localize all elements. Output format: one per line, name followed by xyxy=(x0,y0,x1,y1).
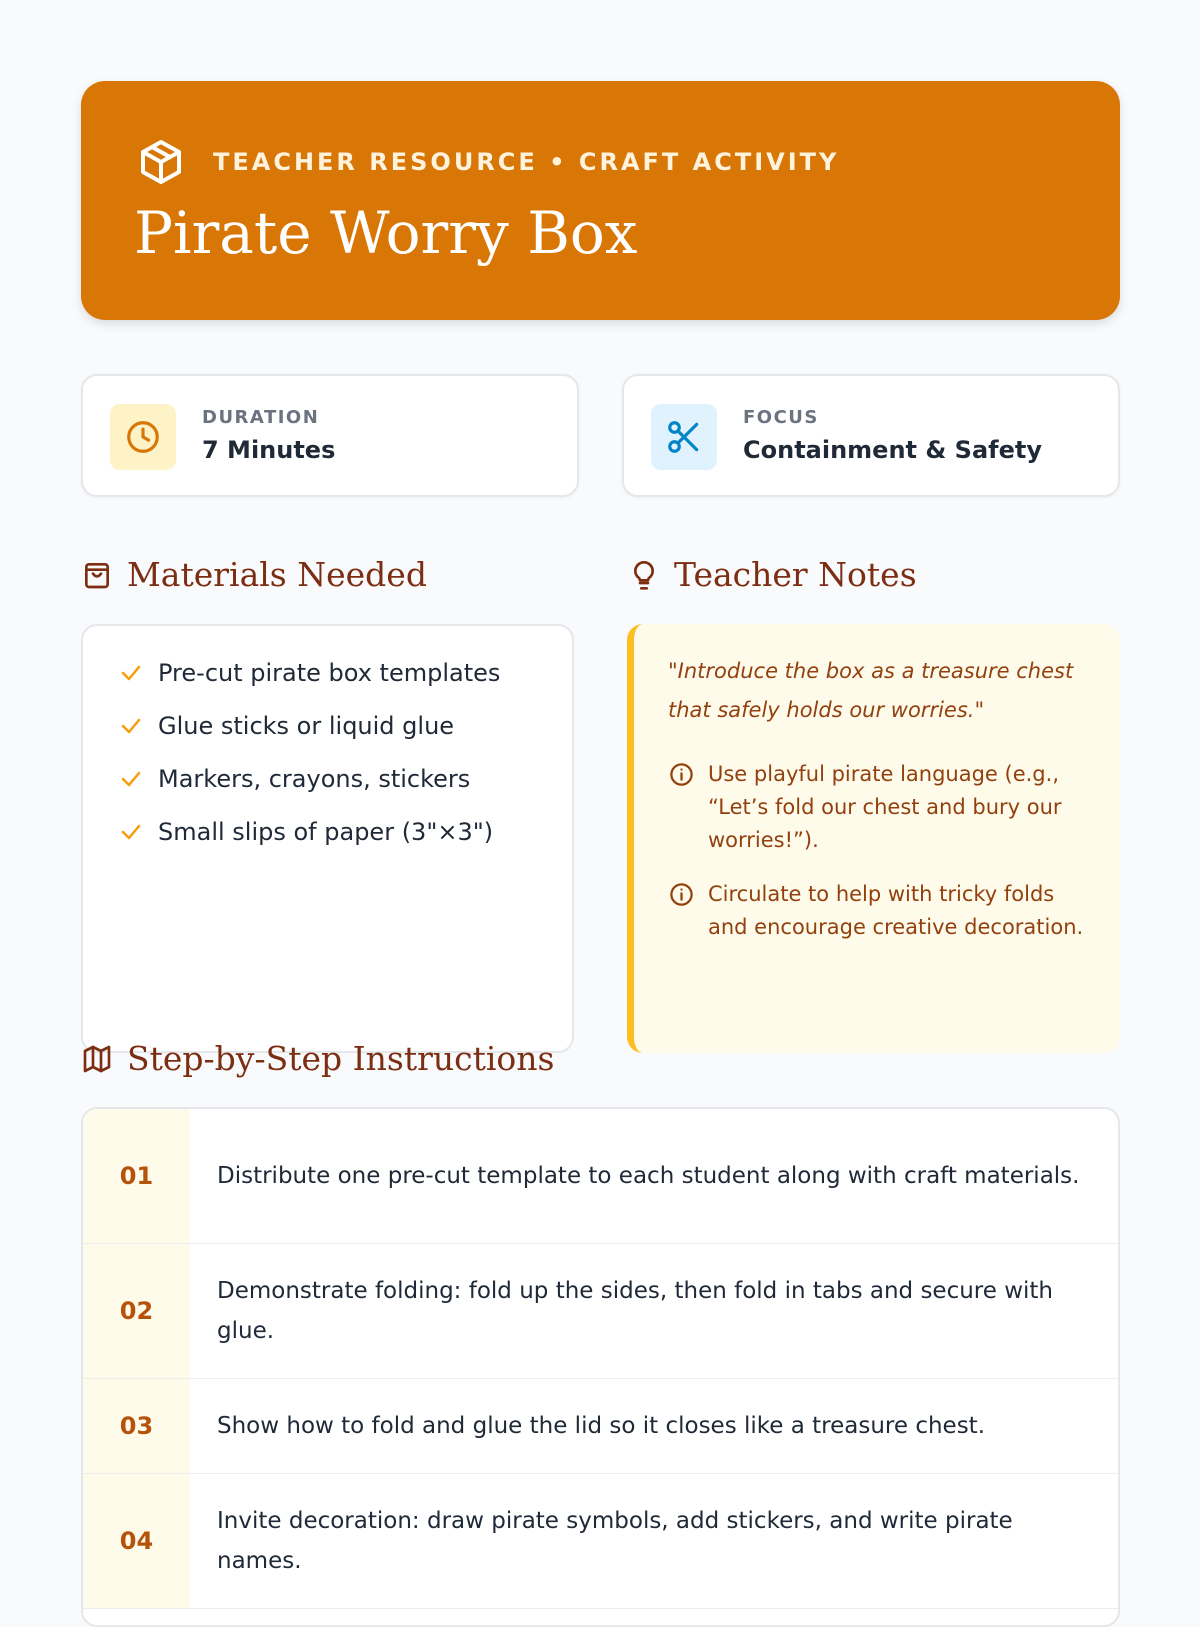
focus-icon-box xyxy=(651,404,717,470)
duration-label: DURATION xyxy=(202,407,320,428)
steps-table xyxy=(81,1107,1120,1627)
eyebrow-text: TEACHER RESOURCE • CRAFT ACTIVITY xyxy=(213,148,840,176)
notes-heading xyxy=(628,555,917,594)
duration-icon-box xyxy=(110,404,176,470)
box-icon xyxy=(137,138,185,186)
table-row xyxy=(83,1109,1118,1244)
duration-value: 7 Minutes xyxy=(202,436,336,464)
materials-card xyxy=(81,624,574,1053)
info-icon xyxy=(668,881,695,908)
map-icon xyxy=(81,1043,113,1075)
info-icon xyxy=(668,761,695,788)
table-row xyxy=(83,1474,1118,1609)
scissors-icon xyxy=(665,418,703,456)
notes-heading-text: Teacher Notes xyxy=(674,555,917,594)
list-item xyxy=(119,764,500,817)
focus-value: Containment & Safety xyxy=(743,436,1042,464)
material-text: Glue sticks or liquid glue xyxy=(158,712,455,740)
focus-card xyxy=(622,374,1120,497)
step-number: 03 xyxy=(83,1379,190,1473)
check-icon xyxy=(119,714,143,738)
step-number: 02 xyxy=(83,1244,190,1378)
note-tip xyxy=(668,878,1088,944)
steps-heading-text: Step-by-Step Instructions xyxy=(127,1039,555,1078)
material-text: Pre-cut pirate box templates xyxy=(158,659,501,687)
note-tip xyxy=(668,758,1088,857)
lightbulb-icon xyxy=(628,559,660,591)
check-icon xyxy=(119,767,143,791)
bag-icon xyxy=(81,559,113,591)
steps-heading xyxy=(81,1039,554,1078)
note-tip-text: Use playful pirate language (e.g., “Let’s fold our chest and bury our worries!”). xyxy=(708,762,1062,852)
notes-card xyxy=(627,624,1120,1053)
step-text: Show how to fold and glue the lid so it closes like a treasure chest. xyxy=(217,1413,986,1439)
materials-heading-text: Materials Needed xyxy=(127,555,427,594)
table-row xyxy=(83,1244,1118,1379)
eyebrow xyxy=(137,138,839,186)
check-icon xyxy=(119,661,143,685)
material-text: Small slips of paper (3"×3") xyxy=(158,818,494,846)
step-number: 01 xyxy=(83,1109,190,1243)
note-tip-text: Circulate to help with tricky folds and encourage creative decoration. xyxy=(708,882,1084,939)
duration-card xyxy=(81,374,579,497)
materials-heading xyxy=(81,555,427,594)
step-number: 04 xyxy=(83,1474,190,1608)
clock-icon xyxy=(124,418,162,456)
focus-label: FOCUS xyxy=(743,407,819,428)
list-item xyxy=(119,817,500,870)
table-row xyxy=(83,1379,1118,1474)
step-text: Distribute one pre-cut template to each student along with craft materials. xyxy=(217,1163,1080,1189)
check-icon xyxy=(119,820,143,844)
list-item xyxy=(119,711,500,764)
header-banner xyxy=(81,81,1120,320)
list-item xyxy=(119,658,500,711)
step-text: Invite decoration: draw pirate symbols, add stickers, and write pirate names. xyxy=(217,1508,1013,1574)
page-title: Pirate Worry Box xyxy=(134,199,638,267)
material-text: Markers, crayons, stickers xyxy=(158,765,471,793)
materials-list xyxy=(119,658,500,870)
notes-quote: "Introduce the box as a treasure chest that safely holds our worries." xyxy=(668,659,1074,722)
step-text: Demonstrate folding: fold up the sides, then fold in tabs and secure with glue. xyxy=(217,1278,1054,1344)
